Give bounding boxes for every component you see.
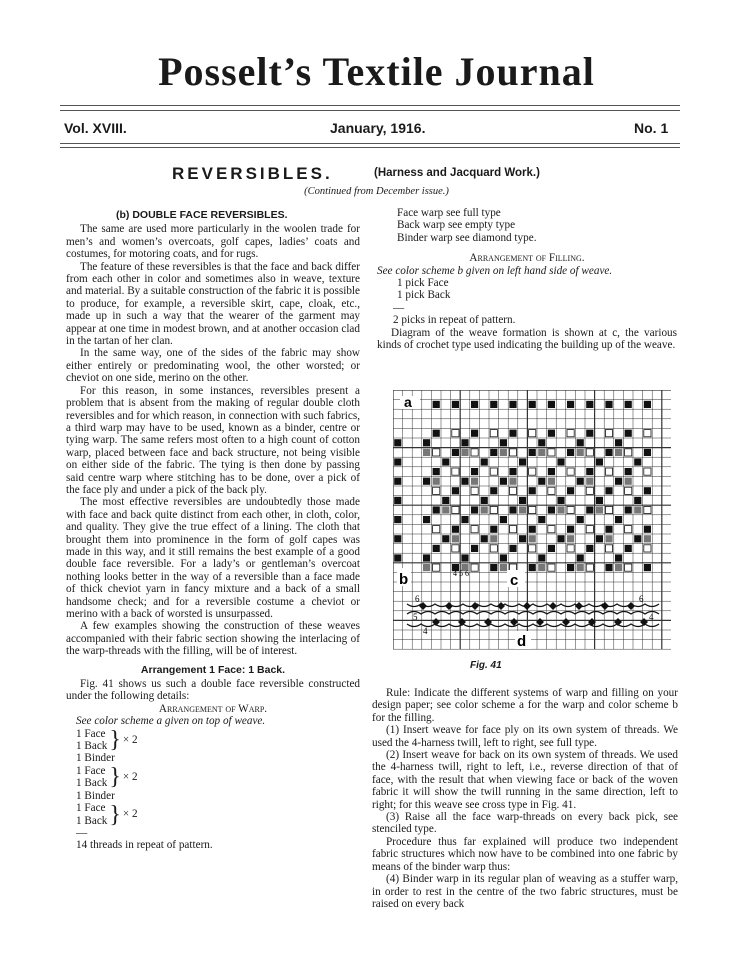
dash: — (393, 301, 405, 314)
dash: — (76, 826, 88, 839)
weave-cell (577, 439, 584, 446)
weave-cell (509, 468, 516, 475)
weave-cell (605, 564, 612, 571)
warp-binder: 1 Binder (76, 789, 115, 802)
warp-binder: 1 Binder (76, 752, 115, 765)
weave-cell (557, 458, 564, 465)
weave-cell (529, 545, 536, 552)
weave-cell (490, 506, 497, 513)
weave-cell (423, 439, 430, 446)
arrangement-heading: Arrangement 1 Face: 1 Back. (140, 663, 286, 676)
weave-cell (625, 478, 632, 485)
weave-cell (538, 554, 545, 561)
section-pick (601, 602, 609, 610)
weave-cell (605, 506, 612, 513)
weave-cell (529, 401, 536, 408)
step: (1) Insert weave for face ply on its own system of threads. We used the 4-harness twill, left to right, see full type. (372, 724, 678, 749)
weave-cell (586, 506, 593, 513)
weave-cell (481, 506, 488, 513)
weave-cell (625, 430, 632, 437)
weave-cell (433, 487, 440, 494)
weave-cell (586, 468, 593, 475)
warp-group (76, 802, 360, 827)
label-5: 5 (413, 612, 418, 622)
weave-cell (490, 535, 497, 542)
weave-cell (394, 497, 401, 504)
weave-cell (481, 535, 488, 542)
weave-cell (471, 564, 478, 571)
label-c: c (510, 572, 519, 589)
weave-cell (548, 468, 555, 475)
weave-cell (500, 478, 507, 485)
weave-cell (596, 535, 603, 542)
times-two: × 2 (122, 771, 138, 784)
weave-cell (442, 458, 449, 465)
weave-cell (586, 526, 593, 533)
weave-cell (500, 564, 507, 571)
warp-back: 1 Back (76, 740, 108, 753)
weave-cell (605, 535, 612, 542)
left-heading: (b) DOUBLE FACE REVERSIBLES. (116, 209, 288, 221)
weave-cell (490, 526, 497, 533)
weave-cell (625, 401, 632, 408)
times-two: × 2 (122, 808, 138, 821)
weave-cell (481, 497, 488, 504)
weave-cell (433, 478, 440, 485)
weave-cell (490, 545, 497, 552)
paragraph: In the same way, one of the sides of the fabric may show either entirely or predominating wool, the other worsted; or cheviot on one side, merino on the other. (66, 347, 360, 385)
weave-cell (567, 526, 574, 533)
weave-cell (529, 526, 536, 533)
weave-cell (471, 506, 478, 513)
label-456: 4 5 6 (453, 569, 469, 578)
weave-cell (461, 449, 468, 456)
weave-cell (567, 487, 574, 494)
weave-cell (567, 401, 574, 408)
weave-cell (529, 535, 536, 542)
paragraph: A few examples showing the construction of these weaves accompanied with their fabric section showing the interlacing of the warp-threads with the filling, will be of interest. (66, 620, 360, 658)
weave-cell (529, 468, 536, 475)
weave-cell (519, 497, 526, 504)
weave-cell (394, 516, 401, 523)
section-pick (419, 602, 427, 610)
issue-date: January, 1916. (330, 120, 426, 136)
label-d: d (517, 633, 527, 650)
warp-heading: Arrangement of Warp. (158, 702, 268, 715)
weave-cell (529, 564, 536, 571)
weave-cell (625, 564, 632, 571)
warp-group (76, 765, 360, 790)
weave-cell (500, 439, 507, 446)
paragraph: The most effective reversibles are undoubtedly those made with face and back quite distinct from each other, in cloth, color, and quality. They give the true effect of a lining. The cloth that brought them into prominence in the form of golf capes was made in this way, and it still remains the best example of a good double face reversible. For a lady’s or gentleman’s overcoat nothing looks better in the way of a reversible than a face made of thick cheviot yarn in fancy mixture and a back of a small handsome check; and for a reversible costume a cheviot or merino with a back of worsted is unsurpassed. (66, 496, 360, 620)
warp-face: 1 Face (76, 727, 106, 740)
divider-top-2 (60, 110, 680, 111)
section-pick (549, 602, 557, 610)
section-pick (627, 602, 635, 610)
weave-cell (644, 487, 651, 494)
divider-mid (60, 143, 680, 144)
filling-scheme: See color scheme b given on left hand side of weave. (377, 264, 613, 277)
weave-cell (490, 468, 497, 475)
weave-cell (577, 449, 584, 456)
weave-cell (461, 478, 468, 485)
weave-cell (529, 449, 536, 456)
step: (3) Raise all the face warp-threads on every back pick, see stenciled type. (372, 811, 678, 836)
weave-cell (634, 497, 641, 504)
weave-cell (509, 487, 516, 494)
weave-cell (423, 564, 430, 571)
weave-cell (644, 526, 651, 533)
pick-back: 1 pick Back (397, 289, 451, 302)
weave-cell (557, 535, 564, 542)
weave-cell (519, 458, 526, 465)
weave-cell (644, 545, 651, 552)
weave-cell (567, 535, 574, 542)
weave-cell (490, 401, 497, 408)
weave-cell (433, 526, 440, 533)
weave-cell (471, 449, 478, 456)
warp-scheme: See color scheme a given on top of weave. (76, 715, 266, 728)
weave-cell (529, 487, 536, 494)
weave-cell (509, 545, 516, 552)
paragraph: For this reason, in some instances, reversibles present a problem that is absent from the making of regular double cloth reversibles and for which reason, in connection with such fabrics, a third warp may have to be used, known as a binder, centre or tying warp. The same refers most often to a high count of cotton warp, placed between face and back structure, not being visible on either side of the fabric. The tying is then done by passing said centre warp where stitching has to be done, over a pick of the face ply and under a pick of the back ply. (66, 384, 360, 496)
weave-cell (644, 564, 651, 571)
threads-repeat: 14 threads in repeat of pattern. (76, 839, 213, 852)
weave-cell (529, 430, 536, 437)
weave-cell (625, 526, 632, 533)
weave-cell (529, 506, 536, 513)
weave-cell (548, 487, 555, 494)
brace: } (109, 801, 121, 828)
weave-cell (471, 468, 478, 475)
weave-cell (605, 526, 612, 533)
weave-cell (625, 449, 632, 456)
continued-note: (Continued from December issue.) (304, 186, 449, 197)
weave-cell (500, 516, 507, 523)
weave-cell (538, 564, 545, 571)
brace: } (109, 727, 121, 754)
weave-cell (557, 506, 564, 513)
times-two: × 2 (122, 733, 138, 746)
warp-face: 1 Face (76, 802, 106, 815)
weave-cell (481, 458, 488, 465)
weave-cell (625, 468, 632, 475)
weave-cell (625, 487, 632, 494)
step: (4) Binder warp in its regular plan of weaving as a stuffer warp, in order to rest in the centre of the two fabric structures, must be raised on every back (372, 873, 678, 910)
weave-cell (567, 545, 574, 552)
label-a: a (404, 394, 412, 410)
weave-cell (394, 554, 401, 561)
paragraph: The same are used more particularly in the woolen trade for men’s and women’s overcoats, golf capes, ladies’ coats and costumes, for motoring coats, and for rugs. (66, 223, 360, 261)
weave-cell (500, 554, 507, 561)
right-column-top (377, 207, 677, 351)
weave-cell (644, 506, 651, 513)
warp-back: 1 Back (76, 777, 108, 790)
weave-cell (519, 535, 526, 542)
weave-cell (509, 449, 516, 456)
weave-cell (634, 458, 641, 465)
weave-cell (548, 506, 555, 513)
weave-cell (452, 430, 459, 437)
weave-cell (625, 506, 632, 513)
weave-cell (625, 545, 632, 552)
weave-cell (586, 545, 593, 552)
weave-cell (644, 430, 651, 437)
weave-cell (394, 439, 401, 446)
paragraph: The feature of these reversibles is that the face and back differ from each other in color and sometimes also in weave, texture and material. By a suitable construction of the fabric it is possible to produce, for example, a reversible skirt, cape, cloak, etc., made up in such a way that the wearer of the garment may appear at one time in modest brown, and at another occasion clad in the tartan of her clan. (66, 260, 360, 348)
filling-heading: Arrangement of Filling. (469, 252, 585, 265)
weave-cell (433, 430, 440, 437)
weave-cell (433, 449, 440, 456)
weave-cell (433, 468, 440, 475)
weave-cell (433, 545, 440, 552)
weave-cell (615, 478, 622, 485)
weave-cell (644, 449, 651, 456)
weave-cell (433, 506, 440, 513)
label-4: 4 (423, 626, 428, 636)
weave-cell (577, 564, 584, 571)
divider-mid-2 (60, 147, 680, 148)
label-6: 6 (415, 594, 420, 604)
section-pick (471, 602, 479, 610)
weave-cell (461, 439, 468, 446)
warp-face: 1 Face (76, 764, 106, 777)
design-grid (393, 390, 671, 649)
weave-cell (433, 564, 440, 571)
weave-cell (644, 535, 651, 542)
weave-cell (471, 487, 478, 494)
type-face: Face warp see full type (397, 207, 501, 219)
label-4: 4 (649, 612, 654, 622)
weave-cell (433, 401, 440, 408)
section-thread (407, 612, 659, 615)
pick-face: 1 pick Face (397, 277, 449, 290)
weave-cell (452, 487, 459, 494)
weave-cell (509, 478, 516, 485)
label-b: b (399, 571, 409, 588)
weave-cell (596, 497, 603, 504)
weave-cell (452, 506, 459, 513)
diagram-note: Diagram of the weave formation is shown at c, the various kinds of crochet type used indicating the building up of the weave. (377, 326, 677, 352)
weave-cell (452, 449, 459, 456)
weave-cell (567, 564, 574, 571)
section-pick (445, 602, 453, 610)
weave-cell (615, 554, 622, 561)
weave-cell (490, 449, 497, 456)
masthead: Posselt’s Textile Journal (158, 49, 595, 94)
right-column-bottom (372, 687, 678, 910)
section-subtitle: (Harness and Jacquard Work.) (374, 167, 540, 179)
label-6: 6 (639, 594, 644, 604)
section-pick (575, 602, 583, 610)
type-back: Back warp see empty type (397, 219, 516, 232)
weave-cell (509, 401, 516, 408)
weave-cell (423, 554, 430, 561)
type-binder: Binder warp see diamond type. (397, 231, 537, 244)
weave-cell (538, 478, 545, 485)
weave-cell (471, 401, 478, 408)
warp-group (76, 728, 360, 753)
weave-cell (615, 564, 622, 571)
weave-cell (394, 458, 401, 465)
weave-cell (586, 430, 593, 437)
weave-cell (577, 478, 584, 485)
figure-caption: Fig. 41 (470, 660, 502, 671)
section-pick (497, 602, 505, 610)
section-title: REVERSIBLES. (172, 164, 333, 183)
weave-cell (423, 516, 430, 523)
weave-cell (548, 401, 555, 408)
weave-cell (567, 430, 574, 437)
weave-cell (490, 430, 497, 437)
weave-cell (605, 545, 612, 552)
weave-cell (634, 535, 641, 542)
picks-repeat: 2 picks in repeat of pattern. (393, 314, 516, 327)
weave-cell (605, 430, 612, 437)
warp-back: 1 Back (76, 814, 108, 827)
weave-cell (394, 535, 401, 542)
weave-cell (423, 478, 430, 485)
weave-cell (548, 545, 555, 552)
weave-cell (586, 564, 593, 571)
weave-cell (596, 506, 603, 513)
divider-top (60, 105, 680, 106)
step: (2) Insert weave for back on its own system of threads. We used the 4-harness twill, right to left, i.e., reverse direction of that of face, with the result that when viewing face or back of the woven fabric it will show the twill running in the same direction, left to right; for this weave see cross type in Fig. 41. (372, 749, 678, 811)
weave-cell (586, 487, 593, 494)
volume: Vol. XVIII. (64, 120, 127, 136)
weave-cell (538, 516, 545, 523)
weave-cell (615, 439, 622, 446)
weave-cell (548, 526, 555, 533)
rule-paragraph: Rule: Indicate the different systems of warp and filling on your design paper; see color scheme a for the warp and color scheme b for the filling. (372, 687, 678, 724)
step: Procedure thus far explained will produce two independent fabric structures which now have to be combined into one fabric by means of the binder warp thus: (372, 835, 678, 873)
weave-cell (538, 449, 545, 456)
weave-cell (567, 449, 574, 456)
issue-number: No. 1 (634, 120, 669, 136)
weave-cell (548, 478, 555, 485)
left-column (66, 207, 360, 852)
weave-cell (490, 564, 497, 571)
weave-cell (586, 478, 593, 485)
paragraph: Fig. 41 shows us such a double face reversible constructed under the following details: (66, 678, 360, 703)
weave-cell (471, 430, 478, 437)
weave-cell (634, 506, 641, 513)
weave-cell (605, 487, 612, 494)
weave-cell (452, 545, 459, 552)
weave-cell (471, 478, 478, 485)
weave-cell (605, 468, 612, 475)
weave-cell (509, 430, 516, 437)
weave-cell (548, 564, 555, 571)
weave-cell (394, 478, 401, 485)
weave-cell (586, 449, 593, 456)
weave-cell (538, 439, 545, 446)
weave-cell (490, 487, 497, 494)
weave-cell (577, 554, 584, 561)
weave-cell (596, 458, 603, 465)
weave-cell (567, 468, 574, 475)
weave-cell (442, 506, 449, 513)
weave-cell (509, 506, 516, 513)
weave-cell (615, 516, 622, 523)
weave-cell (452, 468, 459, 475)
weave-cell (548, 430, 555, 437)
fabric-section (407, 602, 659, 627)
weave-cell (461, 554, 468, 561)
section-pick (523, 602, 531, 610)
weave-cell (461, 516, 468, 523)
brace: } (109, 764, 121, 791)
weave-figure (393, 390, 671, 656)
weave-cell (452, 401, 459, 408)
weave-cell (615, 449, 622, 456)
weave-cell (644, 401, 651, 408)
weave-cell (519, 506, 526, 513)
weave-cell (605, 401, 612, 408)
weave-cell (605, 449, 612, 456)
section-thread (407, 604, 659, 607)
weave-cell (452, 526, 459, 533)
weave-cell (423, 449, 430, 456)
weave-cell (644, 468, 651, 475)
weave-cell (471, 545, 478, 552)
weave-cell (567, 506, 574, 513)
weave-cell (509, 526, 516, 533)
weave-cell (577, 516, 584, 523)
weave-cell (442, 497, 449, 504)
weave-cell (557, 497, 564, 504)
weave-cell (471, 526, 478, 533)
section-thread (407, 624, 659, 627)
weave-cell (442, 535, 449, 542)
weave-cell (500, 449, 507, 456)
weave-cell (548, 449, 555, 456)
weave-cell (586, 401, 593, 408)
weave-cell (452, 535, 459, 542)
